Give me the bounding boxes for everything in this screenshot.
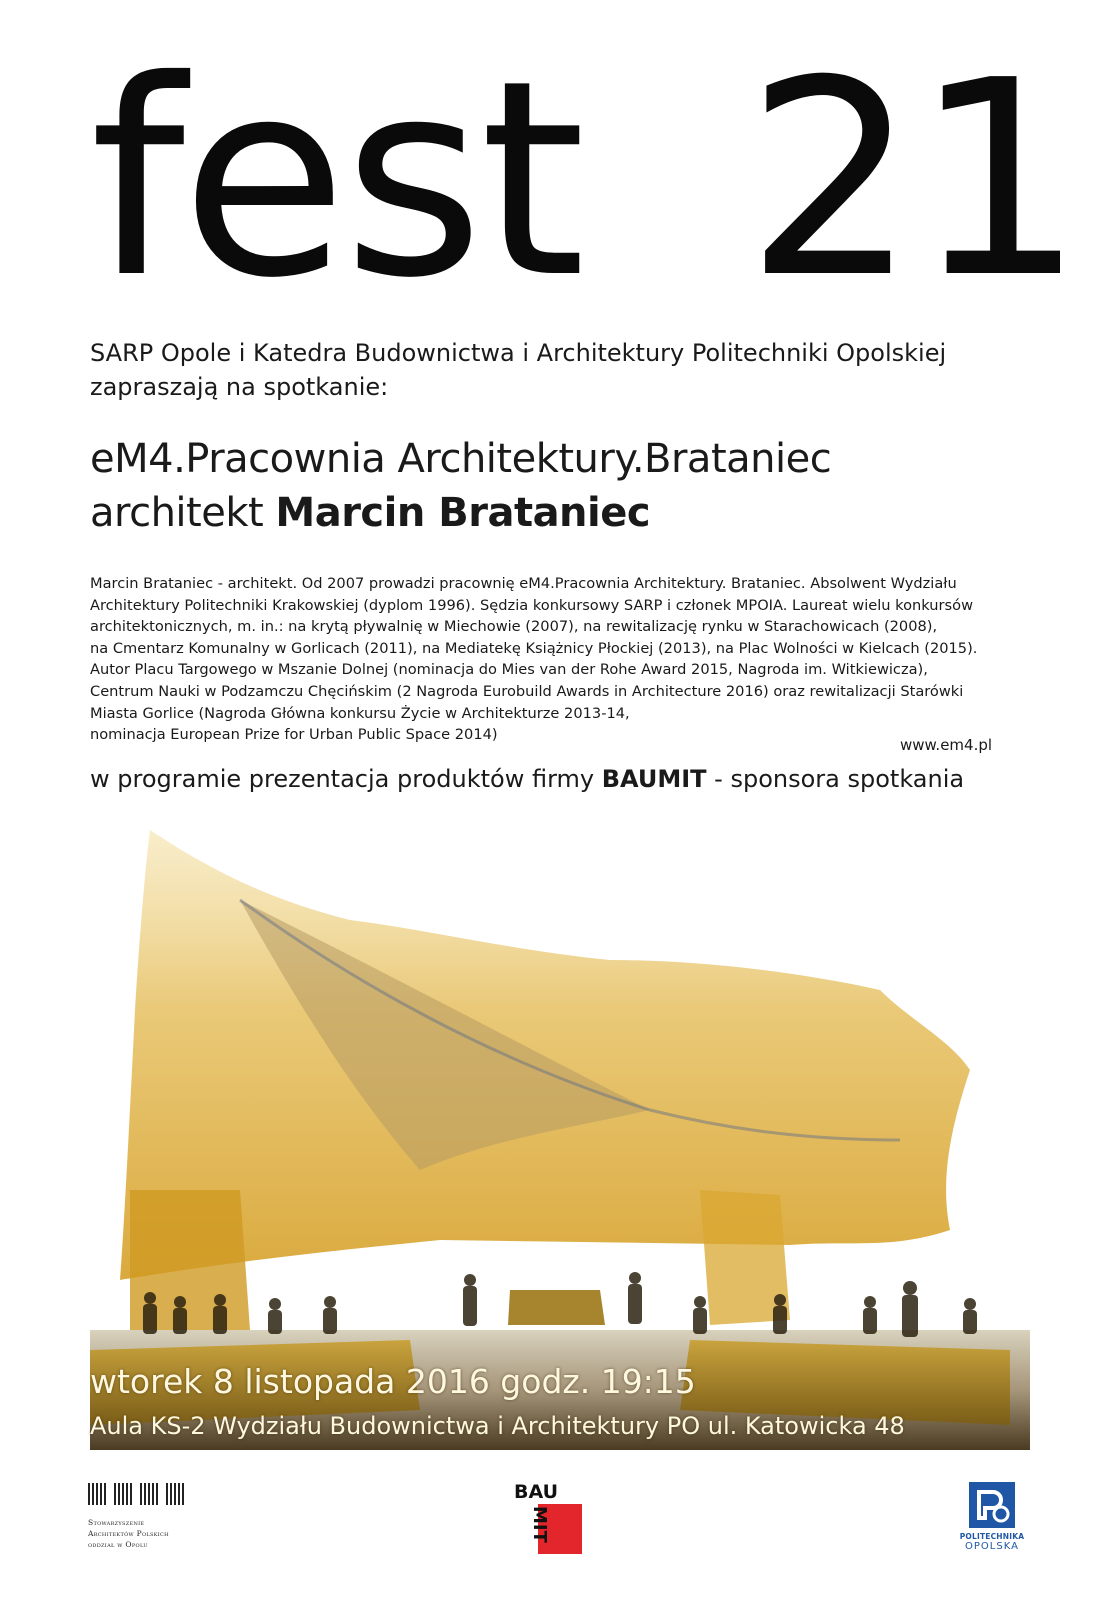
poster-title: fest 21 (90, 22, 1081, 337)
website-link[interactable]: www.em4.pl (900, 736, 993, 754)
bio-line: architektonicznych, m. in.: na krytą pływalnię w Miechowie (2007), na rewitalizację rynku w Starachowicach (2008), (90, 618, 938, 636)
po-line: OPOLSKA (965, 1541, 1019, 1552)
bio-line: Miasta Gorlice (Nagroda Główna konkursu Życie w Architekturze 2013-14, (90, 704, 630, 722)
sarp-line: oddział w Opolu (88, 1540, 148, 1549)
svg-text:MIT: MIT (529, 1506, 550, 1543)
bio-line: na Cmentarz Komunalny w Gorlicach (2011), na Mediatekę Książnicy Płockiej (2013), na Plac Wolności w Kielcach (2015). (90, 639, 978, 657)
architect-prefix: architekt (90, 490, 276, 536)
event-venue: Aula KS-2 Wydziału Budownictwa i Architektury PO ul. Katowicka 48 (90, 1412, 905, 1440)
politechnika-opolska-logo (956, 1482, 1028, 1572)
office-name: eM4.Pracownia Architektury.Brataniec (90, 436, 832, 482)
sarp-mark-icon (88, 1483, 208, 1505)
architect-bio (90, 573, 1050, 746)
bio-line: nominacja European Prize for Urban Public Space 2014) (90, 726, 498, 744)
guest-heading (90, 432, 1070, 540)
organizers-intro (90, 336, 1050, 404)
sponsor-name: BAUMIT (601, 765, 707, 793)
bio-line: Centrum Nauki w Podzamczu Chęcińskim (2 Nagroda Eurobuild Awards in Architecture 2016) oraz rewitalizacji Starówki (90, 682, 964, 700)
invitation-line: zapraszają na spotkanie: (90, 373, 389, 401)
bio-line: Marcin Brataniec - architekt. Od 2007 prowadzi pracownię eM4.Pracownia Architektury. Brataniec. Absolwent Wydziału (90, 575, 957, 592)
bio-line: Architektury Politechniki Krakowskiej (dyplom 1996). Sędzia konkursowy SARP i członek MPOIA. Laureat wielu konkursów (90, 596, 974, 614)
event-date: wtorek 8 listopada 2016 godz. 19:15 (90, 1362, 696, 1401)
altar (508, 1290, 605, 1325)
watercolor-illustration (90, 810, 1030, 1450)
architect-line (90, 486, 1070, 540)
bio-line: Autor Placu Targowego w Mszanie Dolnej (nominacja do Mies van der Rohe Award 2015, Nagroda im. Witkiewicza), (90, 661, 928, 679)
sponsor-suffix: - sponsora spotkania (706, 765, 965, 793)
sponsor-line (90, 763, 1050, 795)
po-emblem-icon (969, 1482, 1015, 1528)
sarp-line: Architektów Polskich (88, 1529, 169, 1538)
svg-text:BAU: BAU (514, 1481, 559, 1503)
po-line: POLITECHNIKA (959, 1532, 1025, 1541)
sarp-logo (88, 1483, 208, 1563)
organizers-line: SARP Opole i Katedra Budownictwa i Architektury Politechniki Opolskiej (90, 339, 947, 367)
roof-wash (120, 830, 970, 1280)
baumit-logo (512, 1478, 584, 1556)
sponsor-prefix: w programie prezentacja produktów firmy (90, 765, 602, 793)
sarp-caption (88, 1517, 208, 1550)
sarp-line: Stowarzyszenie (88, 1518, 145, 1527)
architect-name: Marcin Brataniec (275, 490, 651, 536)
